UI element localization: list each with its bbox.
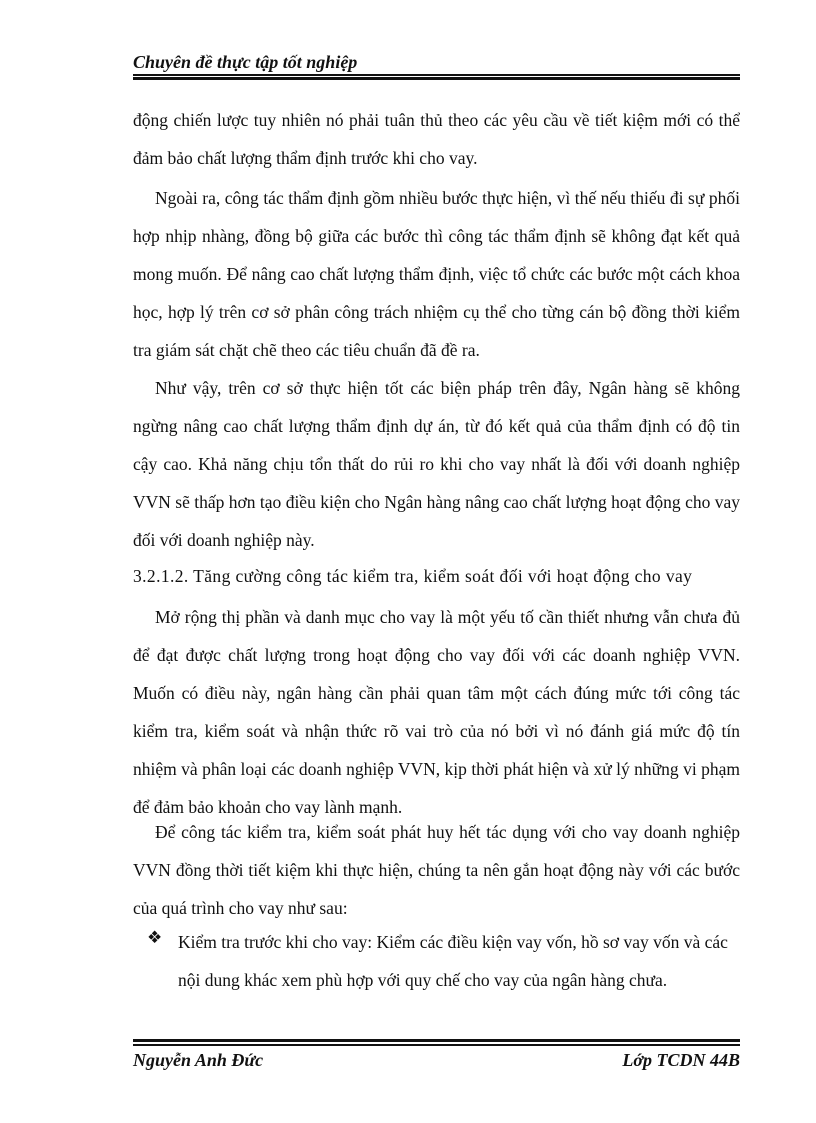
page-header-title: Chuyên đề thực tập tốt nghiệp: [133, 52, 358, 72]
bullet-text: Kiểm tra trước khi cho vay: Kiểm các điều kiện vay vốn, hồ sơ vay vốn và các nội dung khác xem phù hợp với quy chế cho vay của ngân hàng chưa.: [178, 932, 728, 990]
footer-rule-thick: [133, 1039, 740, 1042]
paragraph-control-steps: Để công tác kiểm tra, kiểm soát phát huy hết tác dụng với cho vay doanh nghiệp VVN đồng thời tiết kiệm khi thực hiện, chúng ta nên gắn hoạt động này với các bước của quá trình cho vay như sau:: [133, 822, 740, 918]
header-rule-thin: [133, 74, 740, 76]
paragraph-coordination: Ngoài ra, công tác thẩm định gồm nhiều bước thực hiện, vì thế nếu thiếu đi sự phối hợp nhịp nhàng, đồng bộ giữa các bước thì công tác thẩm định sẽ không đạt kết quả mong muốn. Để nâng cao chất lượng thẩm định, việc tổ chức các bước một cách khoa học, hợp lý trên cơ sở phân công trách nhiệm cụ thể cho từng cán bộ đồng thời kiểm tra giám sát chặt chẽ theo các tiêu chuẩn đã đề ra.: [133, 188, 740, 360]
paragraph-market-share: Mở rộng thị phần và danh mục cho vay là một yếu tố cần thiết nhưng vẫn chưa đủ để đạt được chất lượng trong hoạt động cho vay đối với các doanh nghiệp VVN. Muốn có điều này, ngân hàng cần phải quan tâm một cách đúng mức tới công tác kiểm tra, kiểm soát và nhận thức rõ vai trò của nó bởi vì nó đánh giá mức độ tín nhiệm và phân loại các doanh nghiệp VVN, kịp thời phát hiện và xử lý những vi phạm để đảm bảo khoản cho vay lành mạnh.: [133, 607, 740, 817]
paragraph-continuation: động chiến lược tuy nhiên nó phải tuân thủ theo các yêu cầu về tiết kiệm mới có thể đảm bảo chất lượng thẩm định trước khi cho vay.: [133, 110, 740, 168]
diamond-bullet-icon: ❖: [147, 928, 163, 947]
paragraph-conclusion: Như vậy, trên cơ sở thực hiện tốt các biện pháp trên đây, Ngân hàng sẽ không ngừng nâng cao chất lượng thẩm định dự án, từ đó kết quả của thẩm định có độ tin cậy cao. Khả năng chịu tổn thất do rủi ro khi cho vay nhất là đối với doanh nghiệp VVN sẽ thấp hơn tạo điều kiện cho Ngân hàng nâng cao chất lượng hoạt động cho vay đối với doanh nghiệp này.: [133, 378, 740, 550]
footer-class-label: Lớp TCDN 44B: [622, 1050, 740, 1070]
footer-author: Nguyễn Anh Đức: [133, 1050, 264, 1070]
header-rule-thick: [133, 77, 740, 80]
bullet-list-item: [133, 923, 740, 999]
footer-rule-thin: [133, 1044, 740, 1046]
section-heading: 3.2.1.2. Tăng cường công tác kiểm tra, kiểm soát đối với hoạt động cho vay: [133, 566, 693, 586]
